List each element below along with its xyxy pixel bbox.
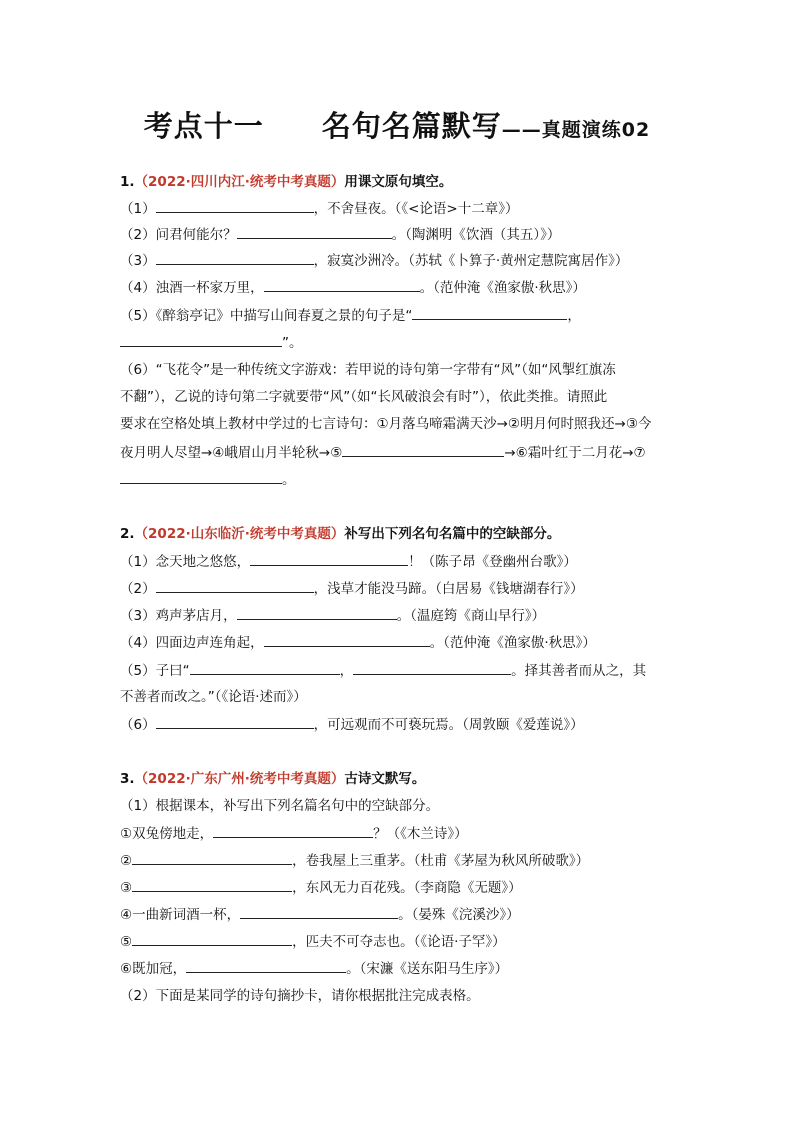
question-3-line-8: （2）下面是某同学的诗句摘抄卡，请你根据批注完成表格。 bbox=[120, 988, 480, 1004]
line-text: 夜月明人尽望→④峨眉山月半轮秋→⑤ bbox=[120, 445, 343, 461]
question-number: 2. bbox=[120, 526, 135, 542]
answer-blank[interactable] bbox=[213, 823, 373, 838]
question-3-line-2 bbox=[120, 823, 468, 844]
line-text: （6） bbox=[120, 717, 156, 733]
line-text: （4）浊酒一杯家万里， bbox=[120, 280, 264, 296]
line-text: （1）念天地之悠悠， bbox=[120, 554, 251, 570]
answer-blank[interactable] bbox=[132, 877, 292, 892]
question-1-line-7: （6）“飞花令”是一种传统文字游戏：若甲说的诗句第一字带有“风”（如“风掣红旗冻 bbox=[120, 362, 616, 378]
line-text: 。择其善者而从之，其 bbox=[511, 663, 647, 679]
question-1-header bbox=[120, 172, 452, 192]
answer-blank[interactable] bbox=[264, 632, 430, 647]
question-2-header bbox=[120, 524, 560, 544]
question-1-line-2 bbox=[120, 224, 560, 245]
question-2-line-6: 不善者而改之。”（《论语·述而》） bbox=[120, 689, 307, 705]
answer-blank[interactable] bbox=[186, 958, 346, 973]
answer-blank[interactable] bbox=[240, 904, 398, 919]
question-1-line-10 bbox=[120, 442, 646, 463]
line-text: （5）子曰“ bbox=[120, 663, 190, 679]
answer-blank[interactable] bbox=[132, 850, 292, 865]
line-text: （4）四面边声连角起， bbox=[120, 635, 264, 651]
question-number: 3. bbox=[120, 771, 135, 787]
line-text: ？（《木兰诗》） bbox=[373, 826, 468, 842]
question-2-line-7 bbox=[120, 714, 584, 735]
line-text: ④一曲新词酒一杯， bbox=[120, 907, 241, 923]
title-main: 考点十一 bbox=[143, 109, 264, 143]
line-text: ② bbox=[120, 853, 133, 869]
line-text: ①双兔傍地走， bbox=[120, 826, 214, 842]
line-text: （3） bbox=[120, 253, 156, 269]
question-3-line-5 bbox=[120, 904, 520, 925]
question-1-line-4 bbox=[120, 277, 586, 298]
line-text: ”。 bbox=[282, 335, 303, 351]
line-text: ， bbox=[339, 663, 354, 679]
line-text: ，卷我屋上三重茅。（杜甫《茅屋为秋风所破歌》） bbox=[292, 853, 590, 869]
answer-blank[interactable] bbox=[264, 277, 420, 292]
answer-blank[interactable] bbox=[353, 660, 511, 675]
line-text: （5）《醉翁亭记》中描写山间春夏之景的句子是“ bbox=[120, 308, 413, 324]
question-3-line-1: （1）根据课本，补写出下列名篇名句中的空缺部分。 bbox=[120, 798, 440, 814]
question-3-line-6 bbox=[120, 931, 506, 952]
line-text: 。（范仲淹《渔家傲·秋思》） bbox=[419, 280, 586, 296]
line-text: （1） bbox=[120, 201, 156, 217]
question-1-line-11 bbox=[120, 469, 296, 490]
line-text: →⑥霜叶红于二月花→⑦ bbox=[504, 445, 646, 461]
question-source: （2022·四川内江·统考中考真题） bbox=[134, 174, 345, 190]
question-3-line-4 bbox=[120, 877, 522, 898]
line-text: ！（陈子昂《登幽州台歌》） bbox=[408, 554, 577, 570]
question-instruction: 用课文原句填空。 bbox=[344, 174, 453, 190]
line-text: ，浅草才能没马蹄。（白居易《钱塘湖春行》） bbox=[313, 581, 584, 597]
question-1-line-5 bbox=[120, 305, 581, 326]
line-text: ，匹夫不可夺志也。（《论语·子罕》） bbox=[292, 934, 506, 950]
question-number: 1. bbox=[120, 174, 135, 190]
answer-blank[interactable] bbox=[120, 332, 282, 347]
answer-blank[interactable] bbox=[156, 198, 314, 213]
line-text: ，东风无力百花残。（李商隐《无题》） bbox=[292, 880, 522, 896]
question-1-line-9: 要求在空格处填上教材中学过的七言诗句：①月落乌啼霜满天沙→②明月何时照我还→③今 bbox=[120, 416, 652, 432]
page-title bbox=[0, 104, 794, 145]
question-1-line-6 bbox=[120, 332, 303, 353]
line-text: ，寂寞沙洲冷。（苏轼《卜算子·黄州定慧院寓居作》） bbox=[313, 253, 629, 269]
line-text: ，不舍昼夜。（《<论语>十二章》） bbox=[313, 201, 519, 217]
question-1-line-8: 不翻”），乙说的诗句第二字就要带“风”（如“长风破浪会有时”），依此类推。请照此 bbox=[120, 389, 608, 405]
question-3-line-3 bbox=[120, 850, 589, 871]
question-instruction: 补写出下列名句名篇中的空缺部分。 bbox=[344, 526, 561, 542]
question-source: （2022·广东广州·统考中考真题） bbox=[134, 771, 345, 787]
line-text: ⑤ bbox=[120, 934, 133, 950]
line-text: 。 bbox=[282, 472, 296, 488]
question-2-line-1 bbox=[120, 551, 577, 572]
question-1-line-1 bbox=[120, 198, 518, 219]
answer-blank[interactable] bbox=[250, 551, 408, 566]
answer-blank[interactable] bbox=[342, 442, 504, 457]
answer-blank[interactable] bbox=[190, 660, 340, 675]
question-2-line-5 bbox=[120, 660, 646, 681]
answer-blank[interactable] bbox=[156, 578, 314, 593]
line-text: ，可远观而不可亵玩焉。（周敦颐《爱莲说》） bbox=[313, 717, 584, 733]
answer-blank[interactable] bbox=[120, 469, 282, 484]
line-text: （2） bbox=[120, 581, 156, 597]
answer-blank[interactable] bbox=[156, 714, 314, 729]
question-1-line-3 bbox=[120, 250, 628, 271]
question-3-header bbox=[120, 769, 425, 789]
answer-blank[interactable] bbox=[237, 224, 392, 239]
question-2-line-4 bbox=[120, 632, 596, 653]
title-topic: 名句名篇默写 bbox=[321, 109, 502, 143]
line-text: 。（陶渊明《饮酒（其五）》） bbox=[391, 227, 561, 243]
answer-blank[interactable] bbox=[237, 605, 397, 620]
line-text: ⑥既加冠， bbox=[120, 961, 187, 977]
line-text: 。（宋濂《送东阳马生序》） bbox=[346, 961, 509, 977]
line-text: 。（范仲淹《渔家傲·秋思》） bbox=[429, 635, 596, 651]
question-source: （2022·山东临沂·统考中考真题） bbox=[134, 526, 345, 542]
question-2-line-3 bbox=[120, 605, 545, 626]
line-text: 。（晏殊《浣溪沙》） bbox=[398, 907, 520, 923]
line-text: （3）鸡声茅店月， bbox=[120, 608, 237, 624]
line-text: ， bbox=[567, 308, 581, 324]
question-2-line-2 bbox=[120, 578, 584, 599]
answer-blank[interactable] bbox=[156, 250, 314, 265]
question-3-line-7 bbox=[120, 958, 508, 979]
question-instruction: 古诗文默写。 bbox=[344, 771, 426, 787]
title-sub: ——真题演练02 bbox=[501, 119, 651, 141]
line-text: ③ bbox=[120, 880, 133, 896]
answer-blank[interactable] bbox=[132, 931, 292, 946]
answer-blank[interactable] bbox=[412, 305, 567, 320]
line-text: 。（温庭筠《商山早行》） bbox=[396, 608, 546, 624]
line-text: （2）问君何能尔？ bbox=[120, 227, 237, 243]
